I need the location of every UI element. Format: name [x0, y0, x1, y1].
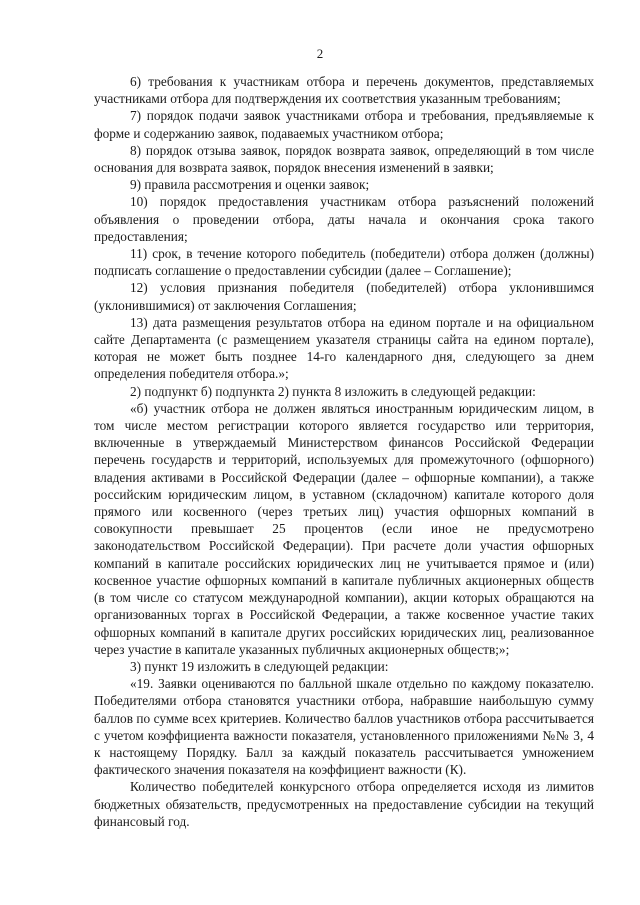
paragraph-item-8: 8) порядок отзыва заявок, порядок возврата заявок, определяющий в том числе основания для возврата заявок, порядок внесения изменений в заявки;	[94, 142, 594, 176]
paragraph-item-11: 11) срок, в течение которого победитель (победители) отбора должен (должны) подписать соглашение о предоставлении субсидии (далее – Соглашение);	[94, 246, 594, 279]
amendment-2-text: «б) участник отбора не должен являться иностранным юридическим лицом, в том числе местом регистрации которого является государство или территория, включенные в утверждаемый Министерством финансов Российской Федерации перечень государств и территорий, используемых для промежуточного (офшорного) владения активами в Российской Федерации (далее – офшорные компании), а также российским юридическим лицом, в уставном (складочном) капитале которого доля прямого или косвенного (через третьих лиц) участия офшорных компаний в совокупности превышает 25 процентов (если иное не предусмотрено законодательством Российской Федерации). При расчете доли участия офшорных компаний в капитале российских юридических лиц не учитывается прямое и (или) косвенное участие офшорных компаний в капитале публичных акционерных обществ (в том числе со статусом международной компании), акции которых обращаются на организованных торгах в Российской Федерации, а также косвенное участие таких офшорных компаний в капитале других российских юридических лиц, реализованное через участие в капитале указанных публичных акционерных обществ;»;	[94, 400, 594, 657]
page-number: 2	[316, 46, 324, 61]
paragraph-item-9: 9) правила рассмотрения и оценки заявок;	[130, 177, 370, 193]
amendment-3-winners-paragraph: Количество победителей конкурсного отбора определяется исходя из лимитов бюджетных обязательств, предусмотренных на предоставление субсидии на текущий финансовый год.	[94, 779, 594, 829]
amendment-2-intro: 2) подпункт б) подпункта 2) пункта 8 изложить в следующей редакции:	[130, 383, 536, 399]
document-body	[94, 73, 594, 830]
paragraph-item-10: 10) порядок предоставления участникам отбора разъяснений положений объявления о проведении отбора, даты начала и окончания срока такого предоставления;	[94, 194, 594, 244]
amendment-3-intro: 3) пункт 19 изложить в следующей редакции:	[130, 658, 389, 674]
paragraph-item-7: 7) порядок подачи заявок участниками отбора и требования, предъявляемые к форме и содержанию заявок, подаваемых участником отбора;	[94, 108, 594, 141]
paragraph-item-12: 12) условия признания победителя (победителей) отбора уклонившимся (уклонившимися) от заключения Соглашения;	[94, 280, 594, 313]
paragraph-item-13: 13) дата размещения результатов отбора на едином портале и на официальном сайте Департамента (с размещением указателя страницы сайта на едином портале), которая не может быть позднее 14-го календарного дня, следующего за днем определения победителя отбора.»;	[94, 314, 594, 382]
paragraph-item-6: 6) требования к участникам отбора и перечень документов, представляемых участниками отбора для подтверждения их соответствия указанным требованиям;	[94, 74, 594, 107]
amendment-3-text: «19. Заявки оцениваются по балльной шкале отдельно по каждому показателю. Победителями отбора становятся участники отбора, набравшие наибольшую сумму баллов по сумме всех критериев. Количество баллов участников отбора рассчитывается с учетом коэффициента важности показателя, установленного приложениями №№ 3, 4 к настоящему Порядку. Балл за каждый показатель рассчитывается умножением фактического значения показателя на коэффициент важности (К).	[94, 676, 594, 778]
